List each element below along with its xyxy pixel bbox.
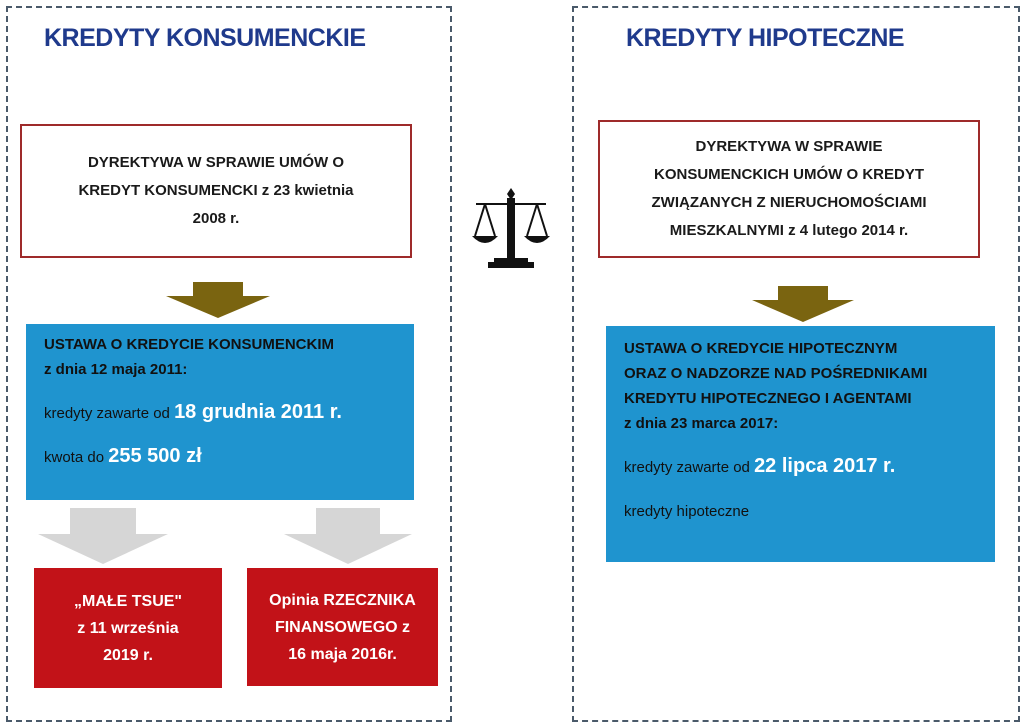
consumer-directive-line-2: KREDYT KONSUMENCKI z 23 kwietnia	[78, 182, 354, 199]
consumer-directive-box	[20, 124, 412, 258]
consumer-act-amount-prefix: kwota do	[44, 449, 109, 466]
tsue-down-arrow-icon	[38, 534, 168, 564]
consumer-act-effective-date: 18 grudnia 2011 r.	[174, 401, 342, 423]
mortgage-down-arrow-stem	[778, 286, 828, 300]
mortgage-act-effective-date: 22 lipca 2017 r.	[754, 455, 896, 477]
mortgage-credit-title: KREDYTY HIPOTECZNE	[626, 24, 905, 52]
ombudsman-opinion-box	[247, 568, 438, 686]
consumer-down-arrow-icon	[166, 296, 270, 318]
ombudsman-down-arrow-stem	[316, 508, 380, 534]
tsue-down-arrow-stem	[70, 508, 136, 534]
tsue-line-3: 2019 r.	[103, 646, 153, 664]
consumer-credit-act-box	[26, 324, 414, 500]
mortgage-directive-line-3: ZWIĄZANYCH Z NIERUCHOMOŚCIAMI	[651, 194, 927, 211]
ombudsman-down-arrow-icon	[284, 534, 412, 564]
consumer-directive-line-3: 2008 r.	[192, 210, 240, 227]
mortgage-act-heading-line-4: z dnia 23 marca 2017:	[624, 415, 779, 432]
ombudsman-line-3: 16 maja 2016r.	[288, 645, 397, 663]
tsue-line-1: „MAŁE TSUE"	[73, 592, 183, 610]
consumer-down-arrow-stem	[193, 282, 243, 296]
mortgage-directive-box	[598, 120, 980, 258]
consumer-directive-line-1: DYREKTYWA W SPRAWIE UMÓW O	[87, 154, 345, 171]
mortgage-act-heading-line-2: ORAZ O NADZORZE NAD POŚREDNIKAMI	[624, 365, 928, 382]
consumer-act-heading-line-1: USTAWA O KREDYCIE KONSUMENCKIM	[44, 336, 335, 353]
tsue-line-2: z 11 września	[77, 619, 179, 637]
mortgage-act-heading-line-1: USTAWA O KREDYCIE HIPOTECZNYM	[624, 340, 898, 357]
ombudsman-line-1: Opinia RZECZNIKA	[269, 591, 416, 609]
mortgage-down-arrow-icon	[752, 300, 854, 322]
mortgage-act-scope: kredyty hipoteczne	[624, 503, 750, 520]
mortgage-credit-act-box	[606, 326, 995, 562]
scales-of-justice-icon	[468, 186, 554, 272]
mortgage-act-effective-prefix: kredyty zawarte od	[624, 459, 755, 476]
consumer-act-amount-value: 255 500 zł	[108, 445, 202, 467]
ombudsman-line-2: FINANSOWEGO z	[274, 618, 411, 636]
consumer-act-effective-line	[44, 400, 396, 426]
consumer-credit-title: KREDYTY KONSUMENCKIE	[44, 24, 366, 52]
consumer-act-effective-prefix: kredyty zawarte od	[44, 405, 175, 422]
tsue-ruling-box	[34, 568, 222, 688]
mortgage-act-effective-line	[624, 454, 977, 480]
mortgage-directive-line-1: DYREKTYWA W SPRAWIE	[695, 138, 883, 155]
consumer-act-amount-line	[44, 444, 396, 470]
consumer-act-heading-line-2: z dnia 12 maja 2011:	[44, 361, 188, 378]
mortgage-directive-line-2: KONSUMENCKICH UMÓW O KREDYT	[654, 166, 924, 183]
mortgage-act-heading-line-3: KREDYTU HIPOTECZNEGO I AGENTAMI	[624, 390, 912, 407]
mortgage-directive-line-4: MIESZKALNYMI z 4 lutego 2014 r.	[669, 222, 909, 239]
